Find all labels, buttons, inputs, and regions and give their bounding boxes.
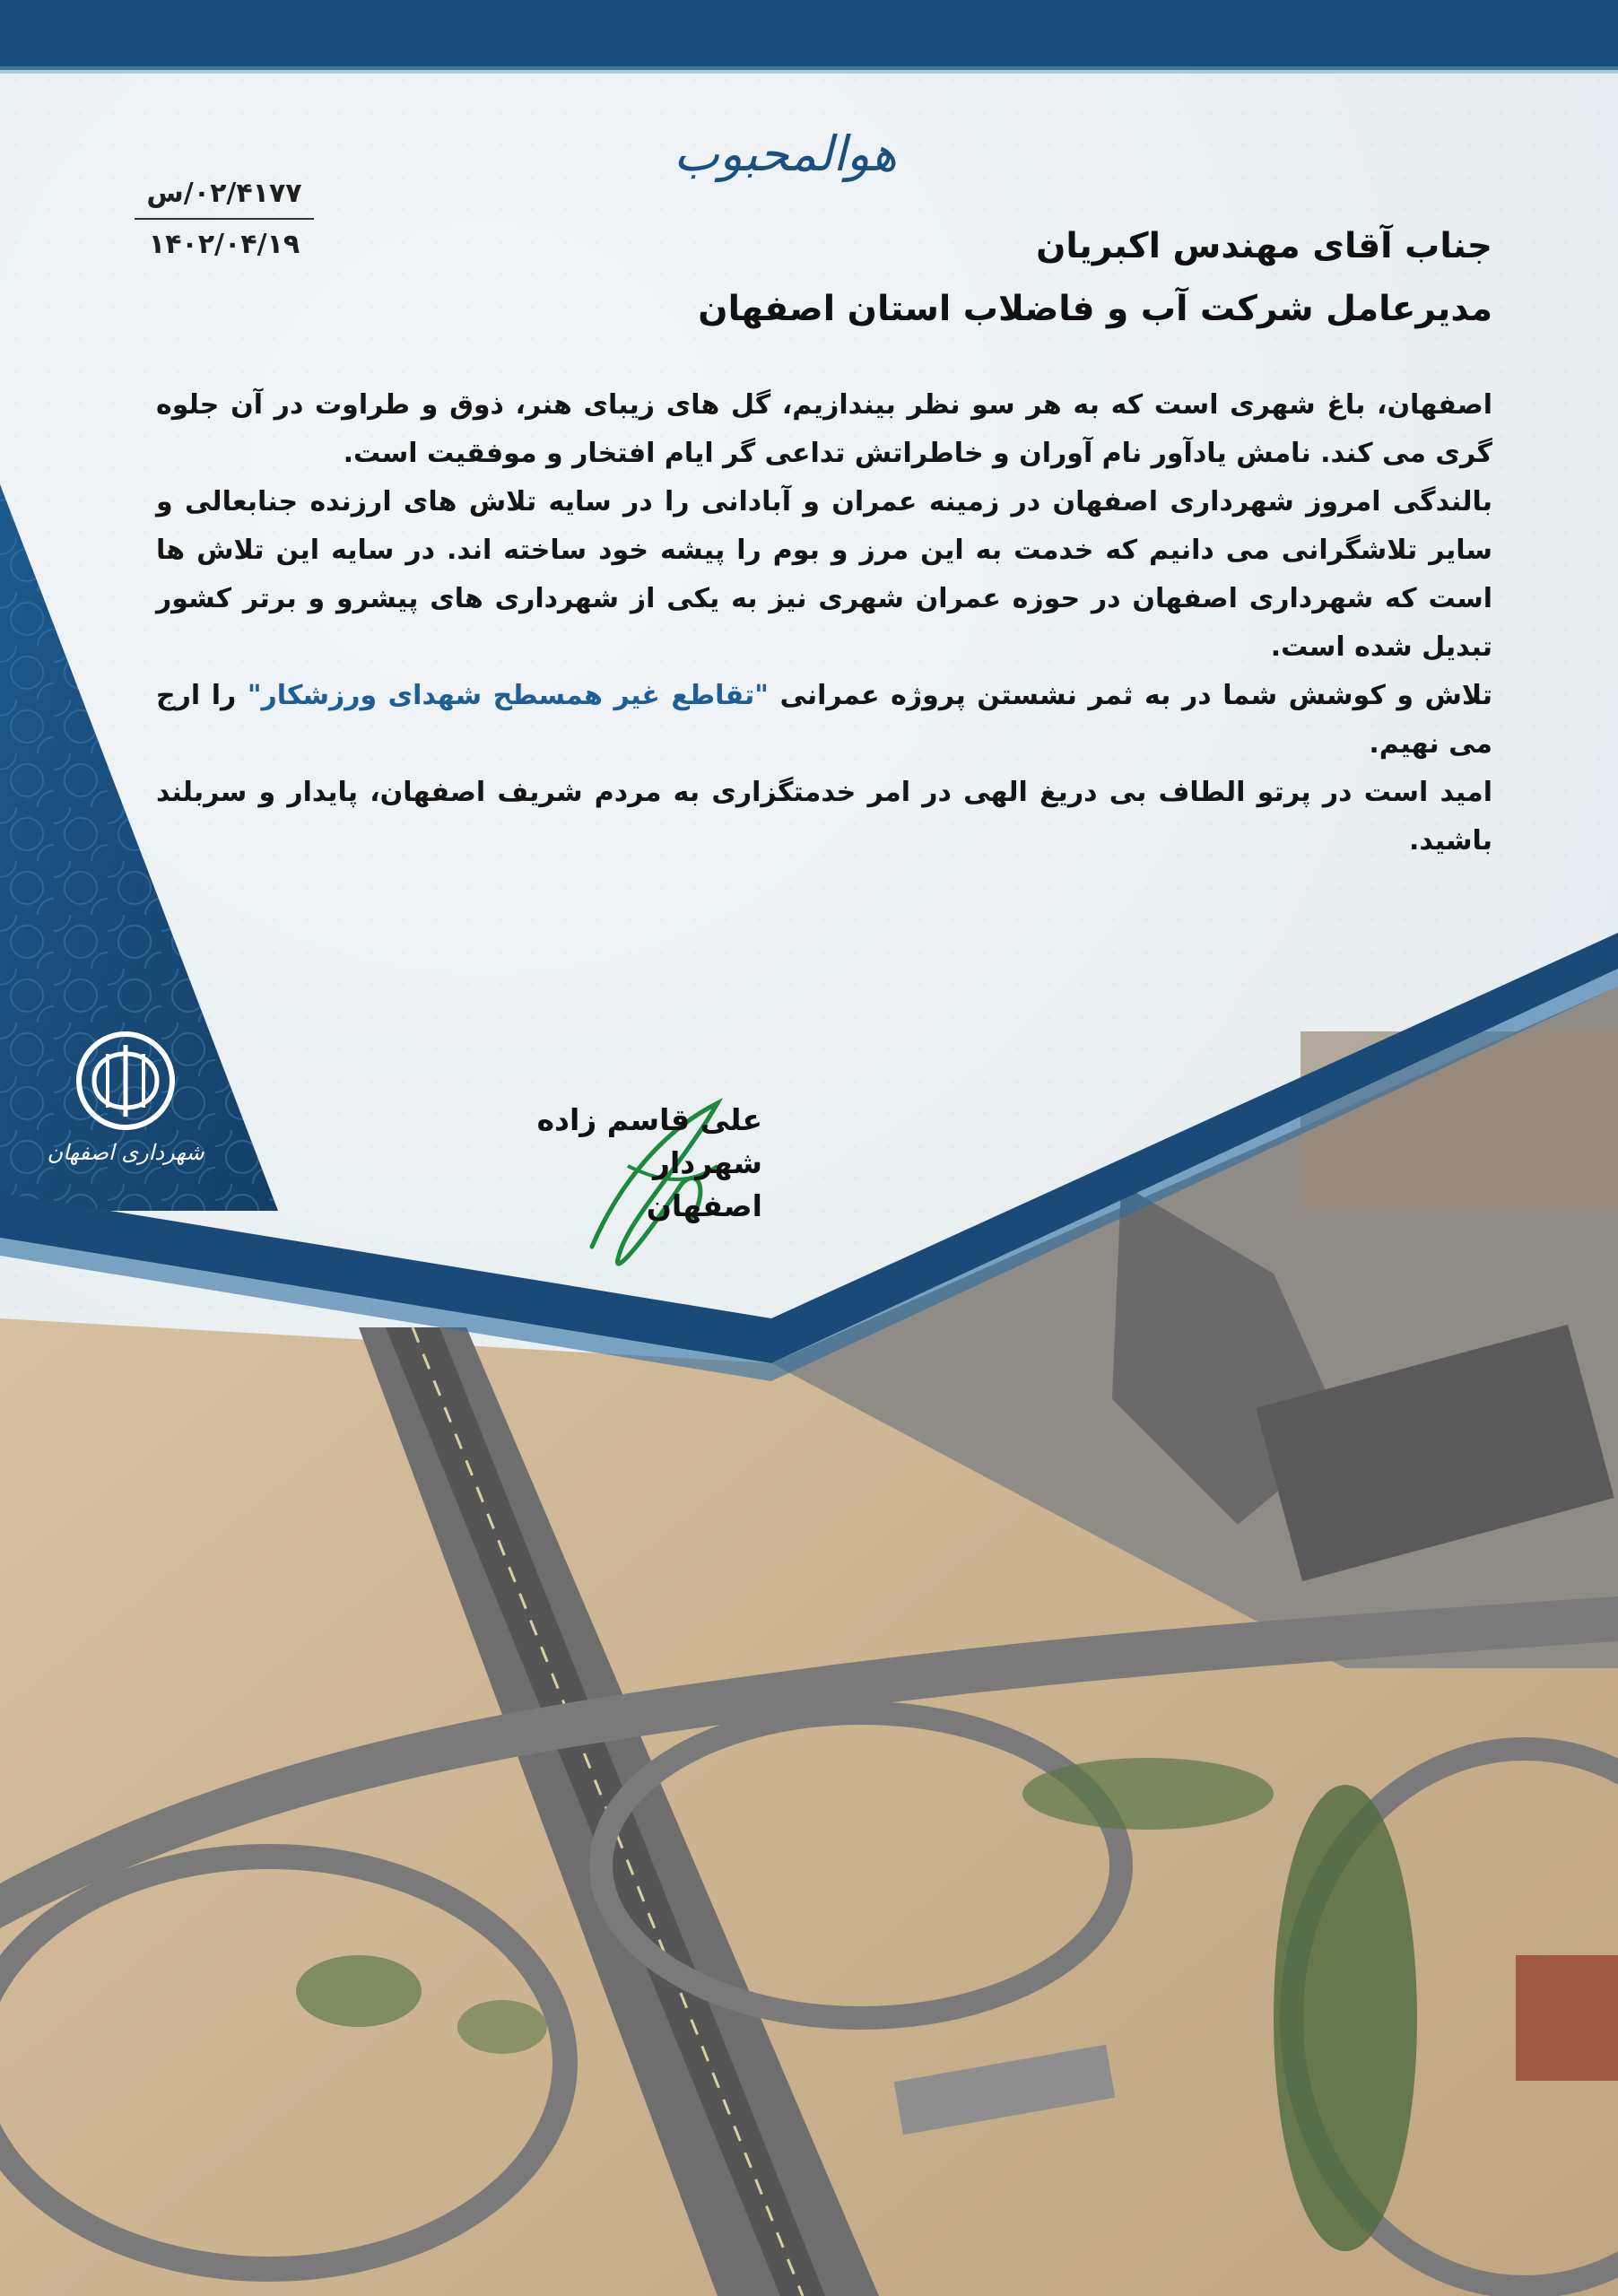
- signer-name: علی قاسم زاده: [536, 1102, 762, 1137]
- project-name-highlight: "تقاطع غیر همسطح شهدای ورزشکار": [247, 680, 769, 711]
- signature-block: [529, 1099, 762, 1228]
- paragraph-3-before: تلاش و کوشش شما در به ثمر نشستن پروژه عمرانی: [779, 680, 1492, 711]
- paragraph-4: امید است در پرتو الطاف بی دریغ الهی در امر خدمتگزاری به مردم شریف اصفهان، پایدار و سربلند باشید.: [156, 777, 1492, 857]
- letter-body: [156, 381, 1492, 865]
- signer-title: شهردار اصفهان: [646, 1145, 762, 1223]
- addressee-title: مدیرعامل شرکت آب و فاضلاب استان اصفهان: [698, 289, 1492, 329]
- addressee-block: [685, 215, 1492, 341]
- municipality-logo-icon: [79, 1034, 172, 1127]
- reference-divider: [135, 218, 314, 220]
- letter-motto: هوالمحبوب: [674, 126, 897, 182]
- addressee-name: جناب آقای مهندس اکبریان: [1036, 226, 1492, 266]
- logo-caption: شهرداری اصفهان: [47, 1140, 204, 1165]
- paragraph-3: [156, 672, 1492, 769]
- letter-date: ۱۴۰۲/۰۴/۱۹: [148, 229, 300, 260]
- reference-block: [135, 178, 314, 260]
- logo-block: [27, 1135, 224, 1165]
- paragraph-3-after: را ارج می نهیم.: [156, 680, 1492, 760]
- paragraph-2: بالندگی امروز شهرداری اصفهان در زمینه عمران و آبادانی را در سایه تلاش های ارزنده جنابعالی و سایر تلاشگرانی می دانیم که خدمت به این مرز و بوم را پیشه خود ساخته اند. در سایه این تلاش ها است که شهرداری اصفهان در حوزه عمران شهری نیز به یکی از شهرداری های پیشرو و برتر کشور تبدیل شده است.: [156, 486, 1492, 663]
- paragraph-1: اصفهان، باغ شهری است که به هر سو نظر بیندازیم، گل های زیبای هنر، ذوق و طراوت در آن جلوه گری می کند. نامش یادآور نام آوران و خاطراتش تداعی گر ایام افتخار و موفقیت است.: [156, 389, 1492, 469]
- reference-number: ۰۲/۴۱۷۷/س: [146, 178, 302, 209]
